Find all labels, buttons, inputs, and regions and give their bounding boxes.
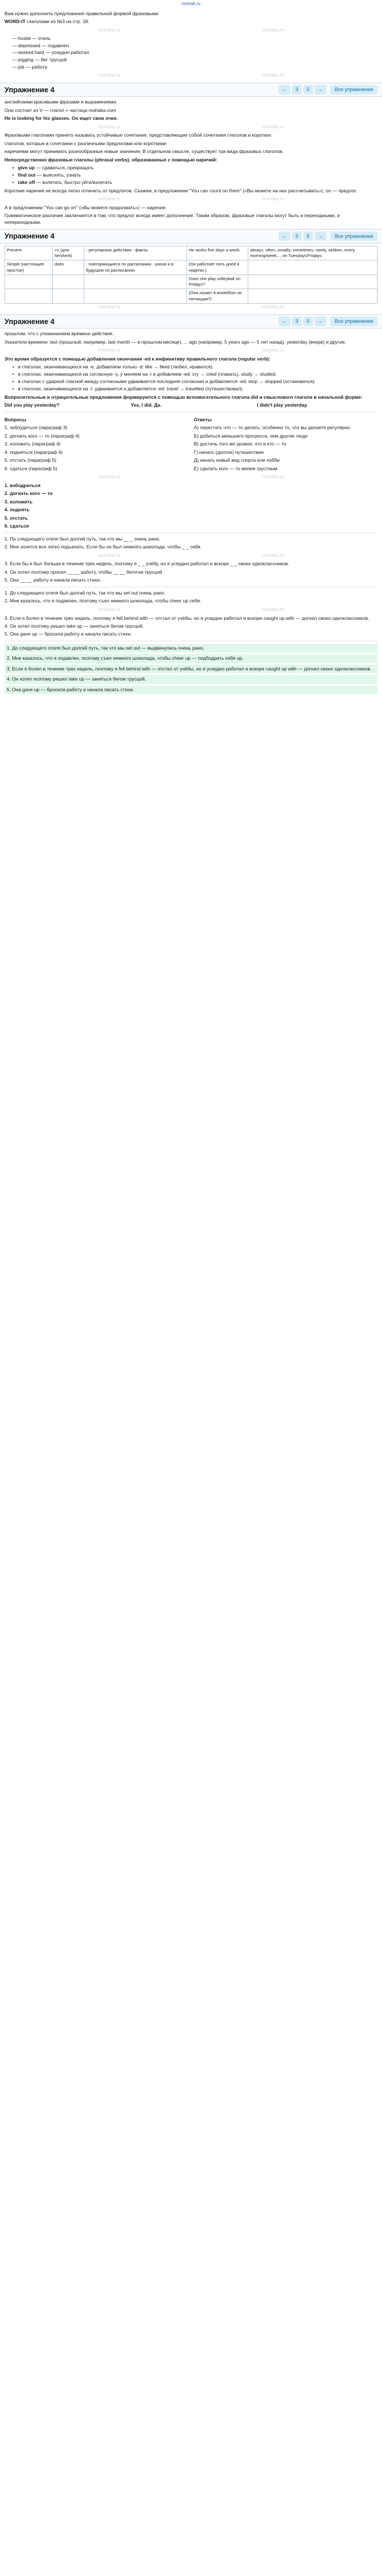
paragraph: А в предложении "You can go on" («Вы можете продолжать») — наречие. [4,204,167,210]
cell-form: does [53,260,84,275]
paragraph: Указатели времени: last (прошлый, например, last month — в прошлом месяце), ... ago (например, 5 years ago — 5 лет назад), yesterday (вчера) и другие. [4,339,347,345]
list-item: 1. По следующего отеля был долгий путь, так что мы __ _ очень рано. [4,535,161,542]
table-row [5,246,378,260]
list-item: 1. взбодриться [4,482,40,488]
exercise-header-a [0,83,382,97]
list-item: 1. До следующего отеля был долгий путь, так что мы set out — выдвинулись очень рано. [4,644,378,652]
list-item: Д) начать новый вид спорта или хобби [194,457,280,463]
cell-usage [84,274,187,289]
paragraph: глаголов, которые в сочетании с различными предлогами или короткими [4,140,167,146]
paragraph: английскими красивыми фразами и выражениями. [4,99,117,105]
watermark: reshaka.ru [98,606,120,612]
page-3-button[interactable]: 3 [292,317,302,326]
highlighted-answers [4,644,378,694]
watermark: reshaka.ru [262,72,284,78]
prev-page-button[interactable]: ← [279,85,290,94]
question-list [4,536,378,584]
cell-example: Does she play volleyball on Fridays? [187,274,248,289]
intro-line1: Вам нужно дополнить предложения правильной формой фразовыми [4,10,158,16]
page-5-button[interactable]: 5 [303,85,313,94]
list-item: 5. Она __ __ работу и начала писать стихи. [4,577,101,583]
watermark: reshaka.ru [262,27,284,33]
list-item: 4. поднять [4,507,30,513]
list-item: 3. изложить [4,498,33,505]
cell-tense [5,289,53,304]
pager[interactable] [279,85,378,94]
list-item: 2. Мне казалось, что я подавлен, поэтому съел немного шоколада, чтобы cheer up — подбодрить себя up. [4,654,378,663]
cell-usage: - повторяющиеся по расписанию - разов и в будущем по расписанию [84,260,187,275]
example-affirmative: Yes, I did. Да. [130,402,162,408]
page-3-button[interactable]: 3 [292,232,302,241]
page-5-button[interactable]: 5 [303,317,313,326]
paragraph: Фразовыми глаголами принято называть устойчивые сочетания, представляющие собой сочетания глаголов и коротких [4,132,271,138]
all-exercises-link[interactable]: Все упражнения [330,232,378,241]
regular-verb-heading: Это время образуется с помощью добавления окончания -ed к инфинитиву правильного глагола (regular verb): [4,356,271,362]
page-3-button[interactable]: 3 [292,85,302,94]
watermark: reshaka.ru [262,124,284,129]
matching-exercise [4,415,378,474]
list-item: 4. Он хотел поэтому просил __ __ работу, чтобы __ __ беготни трусцой. [4,569,164,575]
list-item: — jogging — бег трусцой [12,57,378,63]
page-title: Упражнение 4 [4,317,54,326]
cell-form: +s (для he/she/it) [53,246,84,260]
table-row [5,274,378,289]
intro-block [0,11,382,79]
exercise-header-b [0,229,382,244]
watermark: reshaka.ru [98,474,120,480]
list-item: — worked hard — усердно работал [12,49,378,56]
watermark: reshaka.ru [98,72,120,78]
cell-tense: Simple (настоящее простое) [5,260,53,275]
watermark: reshaka.ru [98,27,120,33]
list-item: А) перестать что — то делать, особенно то, что вы делаете регулярно [194,425,351,431]
list-item: 6. сдаться [4,523,29,529]
watermark: reshaka.ru [262,196,284,202]
intro-wordit: WORD-IT [4,19,26,25]
page-title: Упражнение 4 [4,85,54,94]
ex4c-body [0,331,382,694]
page-title: Упражнение 4 [4,232,54,241]
cell-markers [248,289,377,304]
matching-right-column [194,415,378,474]
list-item: 5. отстать (параграф 5) [4,457,57,463]
cell-example: (Он работает пять дней в неделю.) [187,260,248,275]
list-item: 2. догнать кого — то [4,490,53,497]
cell-markers [248,260,377,275]
page-root [0,0,382,701]
cell-form [53,274,84,289]
intro-vocab-list [4,35,378,71]
list-item: 4. Он хотел поэтому решил take up — заняться бегом трусцой. [4,623,144,629]
paragraph: прошлом, что с упоминанием времени действия. [4,331,114,337]
watermark: reshaka.ru [98,348,120,353]
list-item: 5. отстать [4,515,28,521]
table-row [5,289,378,304]
verb-meaning: — выяснять, узнать [37,172,81,178]
next-page-button[interactable]: → [315,85,326,94]
question-negative-heading: Вопросительные и отрицательные предложения формируются с помощью вспомогательного глагола did и смыслового глагола в начальной форме: [4,394,363,400]
example-negative: I didn't play yesterday. [257,402,308,408]
prev-page-button[interactable]: ← [279,232,290,241]
watermark: reshaka.ru [262,606,284,612]
list-item: — depressed — подавлен [12,43,378,49]
watermark: reshaka.ru [262,474,284,480]
list-item: Б) добиться меньшего прогресса, чем другие люди [194,433,308,439]
exercise-header-c [0,314,382,329]
cell-tense [5,274,53,289]
verb-find-out: find out [18,172,36,178]
list-item: 3. изложить (параграф 4) [4,441,61,447]
phrasal-verb-list [4,165,378,186]
list-item: 6. сдаться (параграф 5) [4,465,57,471]
paragraph-example: He is looking for his glasses. Он ищет свои очки. [4,115,118,121]
list-item: 2. Мне казалось, что я подавлен, поэтому съел немного шоколада, чтобы cheer up себя. [4,598,202,604]
verb-meaning: — сдаваться, прекращать [36,165,94,171]
regular-verb-rules [4,364,378,392]
pager[interactable] [279,232,378,241]
answer-list [4,590,378,638]
cell-usage: - регулярные действия - факты [84,246,187,260]
cell-markers: always, often, usually, sometimes, rarely, seldom, every morning/week..., on Tuesdays/Fridays [248,246,377,260]
next-page-button[interactable]: → [315,232,326,241]
cell-tense: Present [5,246,53,260]
site-url: reshak.ru [181,1,201,6]
verb-take-off: take off [18,179,35,186]
paragraph: наречиями могут принимать разнообразные новые значения. В отдельном смысле, существует три вида фразовых глаголов. [4,148,284,155]
list-item: • в глаголах, оканчивающихся на согласную -y, у меняем на -i и добавляем -ed: cry → cried (плакать), study → studied. [12,371,378,377]
cell-usage [84,289,187,304]
watermark: reshaka.ru [98,196,120,202]
answers-head-list [4,483,378,530]
all-exercises-link[interactable]: Все упражнения [330,85,378,94]
watermark: reshaka.ru [98,124,120,129]
list-item: — hostel — отель [12,35,378,42]
prev-page-button[interactable]: ← [279,317,290,326]
intro-line2: глаголами из №3 на стр. 18. [26,19,89,25]
list-item: 1. До следующего отеля был долгий путь, так что мы set out очень рано. [4,589,166,596]
watermark: reshaka.ru [262,304,284,309]
list-item: — job — работа [12,64,378,70]
examples-row [4,402,378,408]
cell-form [53,289,84,304]
cell-markers [248,274,377,289]
phrasal-verbs-heading: Непосредственно фразовые глаголы (phrasal verbs), образованные с помощью наречий: [4,156,217,163]
column-header-left: Вопросы [4,416,26,422]
paragraph: Грамматическое различие заключается в том, что предлог всегда имеет дополнение. Таким образом, фразовые глаголы могут быть и переходными, и непереходными. [4,213,340,225]
ex4a-body [0,99,382,226]
list-item: 2. Мне хочется все легко подъехать. Если бы он был немного шоколада, чтобы _ _ себя. [4,544,202,550]
page-5-button[interactable]: 5 [303,232,313,241]
list-item: 5. Она gave up — бросила работу и начала писать стихи. [4,686,378,694]
list-item: • в глаголах, оканчивающихся на -l, удваивается и добавляется -ed: travel → travelled (путешествовал). [12,386,378,392]
watermark: reshaka.ru [98,304,120,309]
column-header-right: Ответы [194,416,212,422]
verb-meaning: — взлетать, быстро уйти/взлетать [36,179,112,186]
pager[interactable] [279,317,378,326]
list-item: 3. Если я болел в течение трех недель, поэтому я fell behind with — отстал от учёбы, но я усердно работал и вскоре caught up with — догнал своих одноклассников. [4,665,378,673]
paragraph: Она состоит из V — глагол + частица reshaka.com [4,107,116,113]
list-item: 1. заблудиться (параграф 3) [4,425,67,431]
list-item: Г) начать (долгое) путешествие [194,449,264,455]
list-item: 3. Если я болел в течение трех недель, поэтому я fell behind with — отстал от учёбы, но я усердно работал и вскоре caught up with — догнал своих одноклассников. [4,615,370,621]
next-page-button[interactable]: → [315,317,326,326]
watermark: reshaka.ru [98,552,120,558]
list-item: 4. Он хотел поэтому решил take up — заняться бегом трусцой. [4,675,378,683]
list-item: В) достичь того же уровня, что и кто — то [194,441,286,447]
watermark: reshaka.ru [262,348,284,353]
matching-left-column [4,415,188,474]
list-item: 5. Она gave up — бросила работу и начала писать стихи. [4,631,132,637]
grammar-table [4,246,378,304]
grammar-table-wrap [0,246,382,311]
verb-give-up: give up [18,165,35,171]
list-item: • в глаголах с ударной гласной между согласными удваивается последняя согласная и добавляется -ed: stop → stopped (остановился). [12,379,378,385]
list-item: Е) сделать кого — то менее грустным [194,465,278,471]
list-item: • в глаголах, оканчивающихся на -e, добавляем только -d: like → liked (любил, нравился). [12,364,378,370]
all-exercises-link[interactable]: Все упражнения [330,317,378,326]
cell-example: (Она играет в волейбол по пятницам?) [187,289,248,304]
example-question: Did you play yesterday? [4,402,60,408]
list-item: 4. подняться (параграф 4) [4,449,63,455]
table-row [5,260,378,275]
paragraph: Короткие наречия не всегда легко отличить от предлогов. Скажем, в предложении "You can count on them" («Вы можете на них рассчитывать»), on — предлог. [4,187,357,193]
list-item: 3. Если бы я был больше в течение трех недель, поэтому я _ _ учёбу, но я усердно работал и вскоре _ _ своих одноклассников. [4,561,289,567]
list-item: 2. догнать кого — то (параграф 4) [4,433,80,439]
watermark: reshaka.ru [262,552,284,558]
cell-example: He works five days a week. [187,246,248,260]
